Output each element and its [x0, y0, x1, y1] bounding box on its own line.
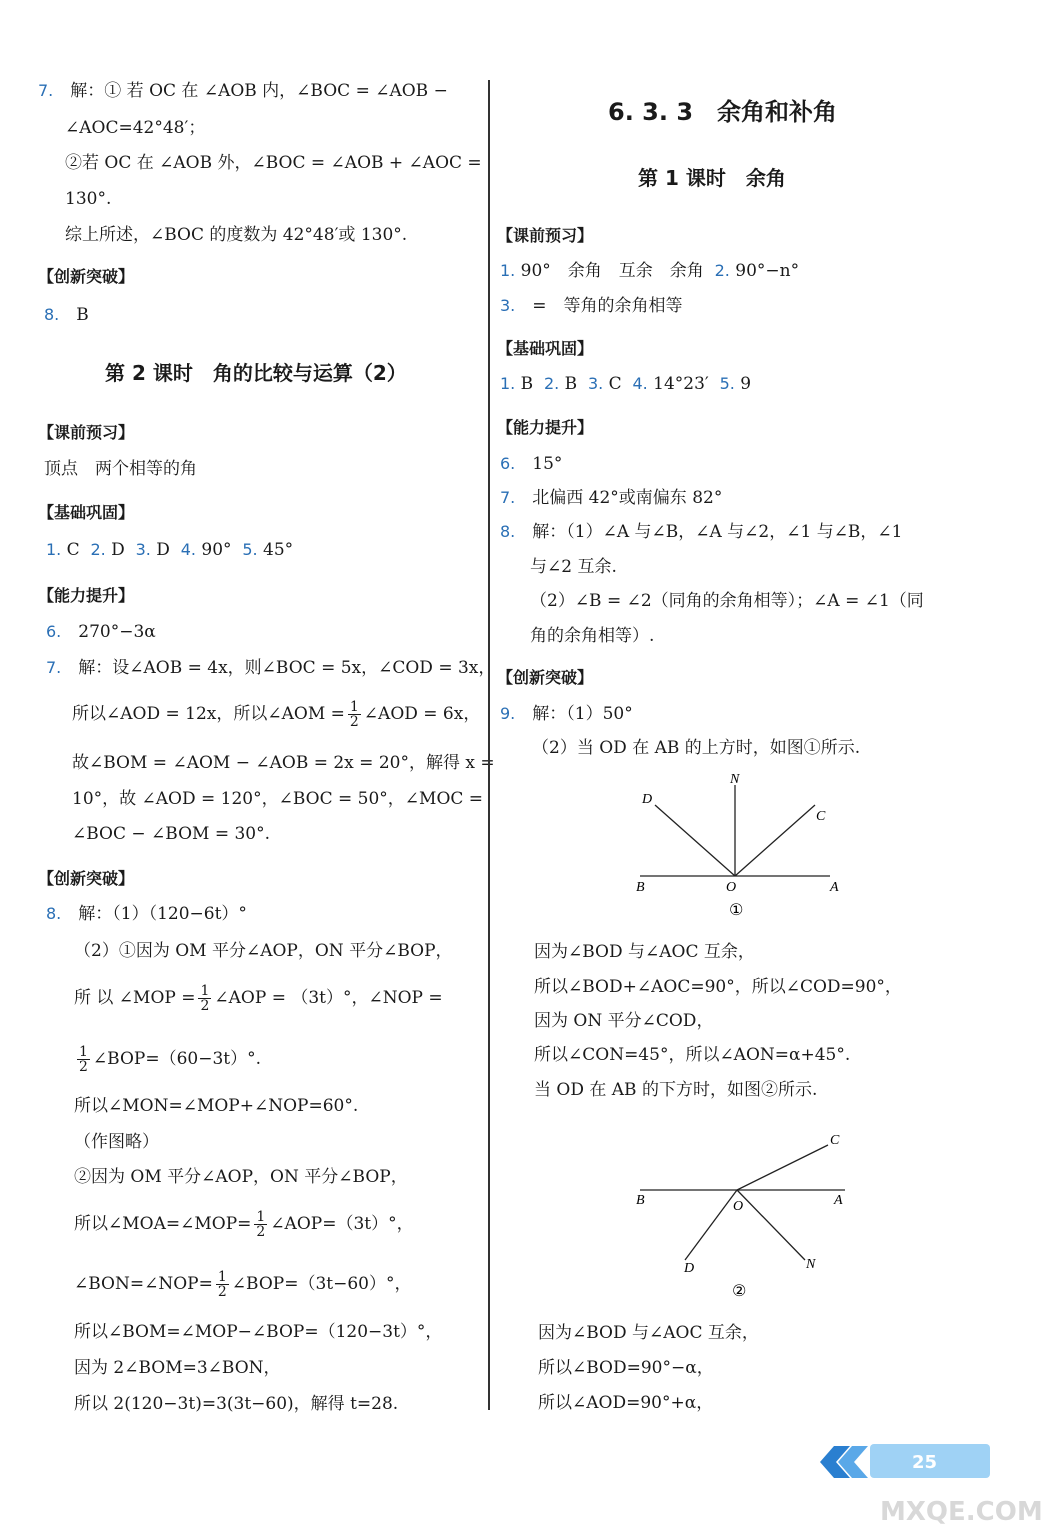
a9-line1: 9. 解：（1）50° — [500, 704, 633, 724]
ray-on — [737, 1190, 805, 1260]
q7b-line1: 7. 解：设∠AOB = 4x，则∠BOC = 5x，∠COD = 3x， — [46, 658, 496, 678]
q7b-line2: 所以∠AOD = 12x，所以∠AOM = $\frac{1}{2}$ ∠AOD = 6x， — [72, 699, 481, 730]
q8b-line12: 所以 2(120−3t)=3(3t−60)，解得 t=28. — [74, 1394, 399, 1414]
preview-answers-1: 1. 90° 余角 互余 余角 2. 90°−n° — [500, 261, 800, 281]
section-ability: 【能力提升】 — [38, 586, 135, 605]
preview-answer: 顶点 两个相等的角 — [44, 459, 197, 479]
chapter-title: 6. 3. 3 余角和补角 — [608, 98, 838, 126]
fraction-half: $\frac{1}{2}$ — [349, 699, 359, 730]
lesson1-title: 第 1 课时 余角 — [638, 166, 786, 190]
q8b-line11: 因为 2∠BOM=3∠BON， — [74, 1358, 281, 1378]
a9-line4: 所以∠BOD+∠AOC=90°，所以∠COD=90°， — [534, 977, 902, 997]
a9-line3: 因为∠BOD 与∠AOC 互余， — [534, 942, 755, 962]
a9-line5: 因为 ON 平分∠COD， — [534, 1011, 714, 1031]
q8b-line8: 所以∠MOA=∠MOP= $\frac{1}{2}$ ∠AOP=（3t）°， — [74, 1209, 414, 1240]
section-innovation-2: 【创新突破】 — [38, 869, 135, 888]
q8a-answer: 8. B — [44, 305, 89, 325]
q8b-line10: 所以∠BOM=∠MOP−∠BOP=（120−3t）°， — [74, 1322, 443, 1342]
section-ability-right: 【能力提升】 — [497, 418, 594, 437]
label-c: C — [816, 809, 826, 824]
label-o: O — [726, 880, 737, 895]
figure-2-label: ② — [732, 1281, 747, 1300]
label-n: N — [806, 1257, 816, 1272]
q6-answer: 6. 270°−3α — [46, 622, 156, 642]
q7-line2: ∠AOC=42°48′； — [65, 118, 206, 138]
section-preview-right: 【课前预习】 — [497, 226, 594, 245]
label-d: D — [642, 792, 653, 807]
figure-1-label: ① — [729, 900, 744, 919]
q8b-line1: 8. 解：（1）（120−6t）° — [46, 904, 247, 924]
q7-line1: 7. 解：① 若 OC 在 ∠AOB 内，∠BOC = ∠AOB − — [38, 81, 448, 101]
a6-answer: 6. 15° — [500, 454, 563, 474]
page-footer — [820, 1440, 1057, 1536]
label-n: N — [730, 772, 740, 787]
lesson2-title: 第 2 课时 角的比较与运算（2） — [105, 361, 407, 385]
label-c: C — [830, 1133, 840, 1148]
q7b-line4: 10°，故 ∠AOD = 120°，∠BOC = 50°，∠MOC = — [72, 789, 484, 809]
fraction-half: $\frac{1}{2}$ — [79, 1044, 88, 1075]
q8b-line2: （2）①因为 OM 平分∠AOP，ON 平分∠BOP， — [74, 941, 453, 961]
a9-line8: 因为∠BOD 与∠AOC 互余， — [538, 1323, 759, 1343]
ray-oc — [735, 805, 815, 876]
section-preview: 【课前预习】 — [38, 423, 135, 442]
fraction-half: $\frac{1}{2}$ — [256, 1209, 266, 1240]
ray-oc — [737, 1145, 828, 1190]
section-basic-right: 【基础巩固】 — [497, 339, 594, 358]
label-d: D — [684, 1261, 695, 1276]
a9-line10: 所以∠AOD=90°+α， — [538, 1393, 714, 1413]
q8b-line3: 所 以 ∠MOP = $\frac{1}{2}$ ∠AOP = （3t）°，∠NOP = — [74, 983, 443, 1014]
a9-line9: 所以∠BOD=90°−α， — [538, 1358, 714, 1378]
fraction-half: $\frac{1}{2}$ — [200, 983, 210, 1014]
q8b-line7: ②因为 OM 平分∠AOP，ON 平分∠BOP， — [74, 1167, 408, 1187]
a8-line1: 8. 解：（1）∠A 与∠B，∠A 与∠2，∠1 与∠B，∠1 — [500, 522, 903, 542]
q7b-line5: ∠BOC − ∠BOM = 30°. — [72, 824, 271, 844]
label-a: A — [830, 880, 839, 895]
ray-od — [685, 1190, 737, 1260]
ray-od — [655, 805, 735, 876]
basic-answers-right: 1. B 2. B 3. C 4. 14°23′ 5. 9 — [500, 374, 752, 394]
section-innovation-right: 【创新突破】 — [497, 668, 594, 687]
a8-line3: （2）∠B = ∠2（同角的余角相等）；∠A = ∠1（同 — [530, 591, 924, 611]
page-number: 25 — [912, 1452, 938, 1473]
column-divider — [488, 80, 490, 1410]
basic-answers: 1. C 2. D 3. D 4. 90° 5. 45° — [46, 540, 294, 560]
figure-2-diagram — [620, 1120, 860, 1310]
fraction-half: $\frac{1}{2}$ — [217, 1269, 227, 1300]
q7b-line3: 故∠BOM = ∠AOM − ∠AOB = 2x = 20°，解得 x = — [72, 753, 495, 773]
section-innovation: 【创新突破】 — [38, 267, 135, 286]
a9-line6: 所以∠CON=45°，所以∠AON=α+45°. — [534, 1045, 851, 1065]
q7-line5: 综上所述，∠BOC 的度数为 42°48′或 130°. — [65, 225, 408, 245]
q8b-line4: $\frac{1}{2}$ ∠BOP=（60−3t）°. — [79, 1044, 262, 1075]
q8b-line6: （作图略） — [74, 1132, 159, 1152]
a8-line4: 角的余角相等）. — [530, 626, 655, 646]
section-basic: 【基础巩固】 — [38, 503, 135, 522]
q8b-line9: ∠BON=∠NOP= $\frac{1}{2}$ ∠BOP=（3t−60）°， — [74, 1269, 412, 1300]
watermark-text: MXQE.COM — [880, 1497, 1043, 1527]
a9-line7: 当 OD 在 AB 的下方时，如图②所示. — [534, 1080, 818, 1100]
label-b: B — [636, 880, 645, 895]
label-o: O — [733, 1199, 744, 1214]
figure-1-diagram — [620, 765, 850, 925]
a7-answer: 7. 北偏西 42°或南偏东 82° — [500, 488, 723, 508]
preview-answers-3: 3. = 等角的余角相等 — [500, 296, 683, 316]
label-b: B — [636, 1193, 645, 1208]
a9-line2: （2）当 OD 在 AB 的上方时，如图①所示. — [532, 738, 861, 758]
label-a: A — [834, 1193, 843, 1208]
a8-line2: 与∠2 互余. — [530, 557, 617, 577]
q8b-line5: 所以∠MON=∠MOP+∠NOP=60°. — [74, 1096, 359, 1116]
page-tab-graphic — [820, 1440, 1057, 1536]
q7-line3: ②若 OC 在 ∠AOB 外，∠BOC = ∠AOB + ∠AOC = — [65, 153, 482, 173]
q7-line4: 130°. — [65, 189, 112, 209]
